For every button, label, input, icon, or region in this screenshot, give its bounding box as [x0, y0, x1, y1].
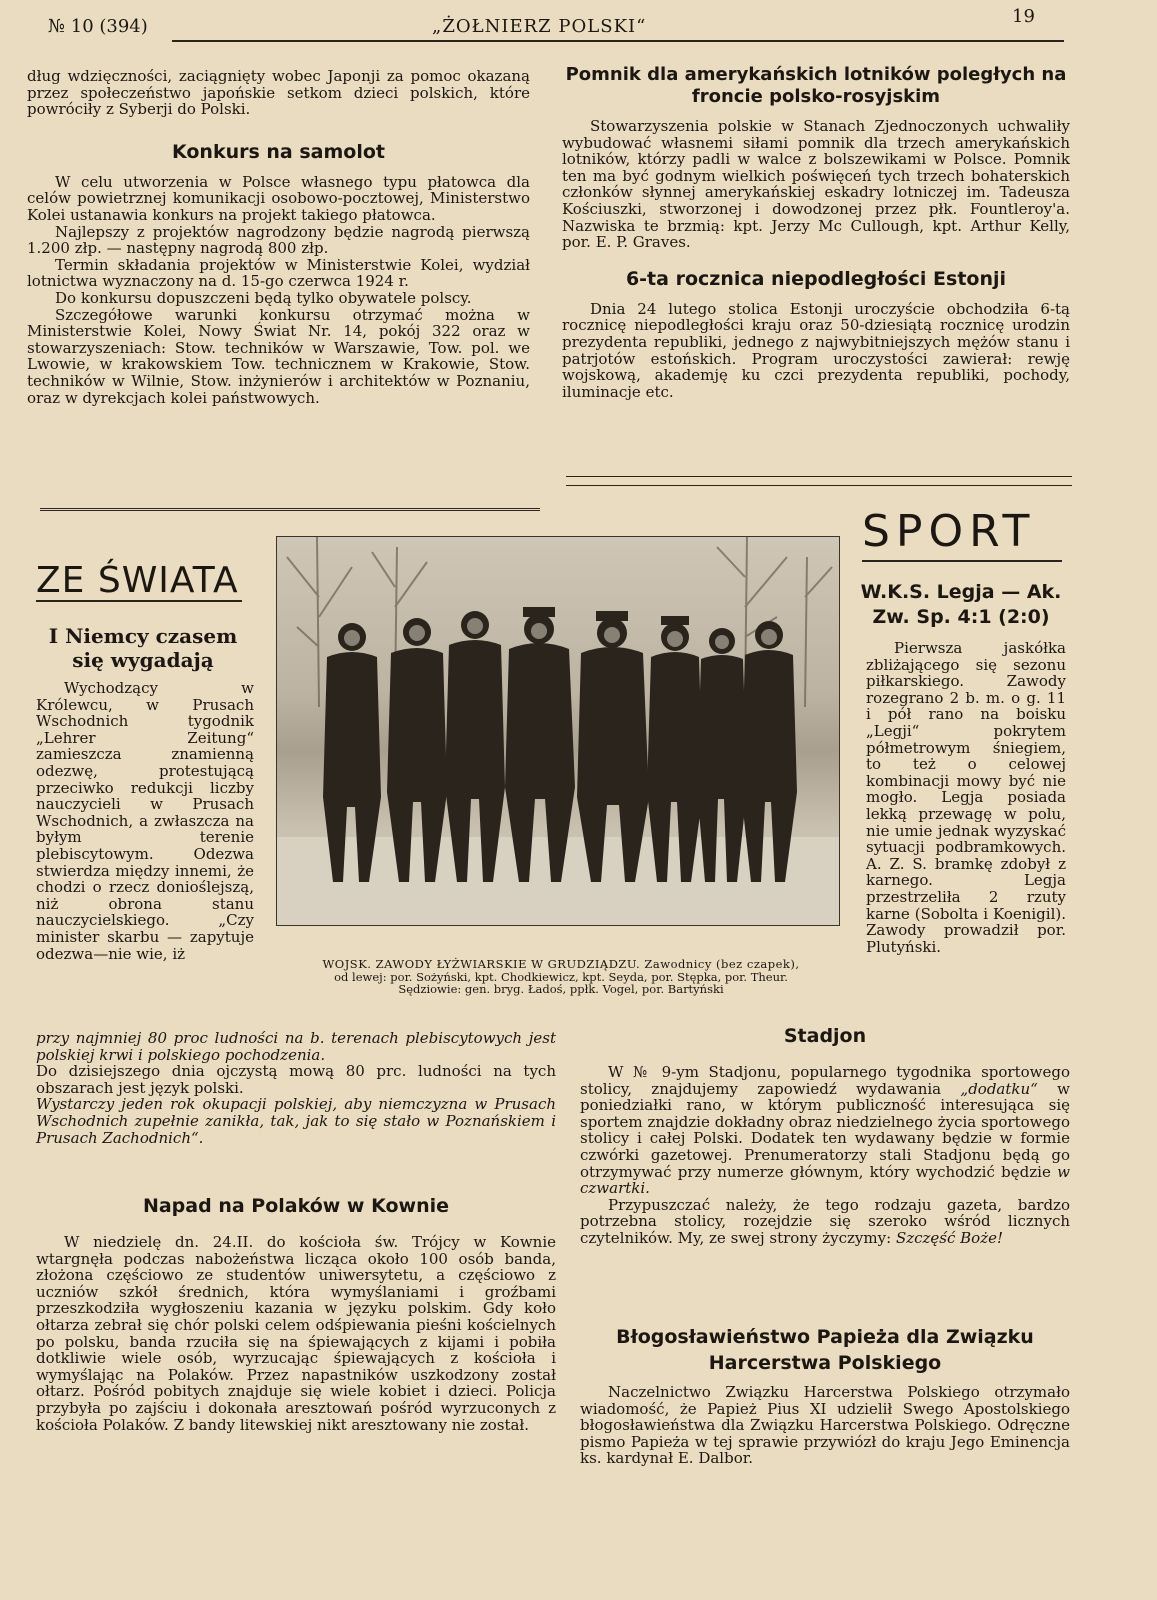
legja-p1: Pierwsza jaskółka zbliżającego się sezonu piłkarskiego. Zawody rozegrano 2 b. m. o g. 11 i pół rano na boisku „Legji“ pokrytem półmetrowym śniegiem, to też o celowej kombinacji mowy być nie mogło. Legja posiada lekką przewagę w polu, nie umie jednak wyzyskać sytuacji podbramkowych. A. Z. S. bramkę zdobył z karnego. Legja przestrzeliła 2 rzuty karne (Sobolta i Koenigil). Zawody prowadził por. Plutyński. — [866, 639, 1066, 956]
estonia-heading: 6-ta rocznica niepodległości Estonji — [625, 267, 1007, 290]
niemcy-p1: Wychodzący w Królewcu, w Prusach Wschodnich tygodnik „Lehrer Zeitung“ zamieszcza znamienną odezwę, protestującą przeciwko redukcji liczby nauczycieli w Prusach Wschodnich, a zwłaszcza na byłym terenie plebiscytowym. Odezwa stwierdza między innemi, że chodzi o rzecz donioślejszą, niż obrona stanu nauczycielskiego. „Czy minister skarbu — zapytuje odezwa—nie wie, iż — [36, 679, 254, 963]
header-rule — [172, 40, 1064, 42]
stadjon-p2-text: Przypuszczać należy, że tego rodzaju gazeta, bardzo potrzebna stolicy, rozejdzie się szeroko wśród licznych czytelników. My, ze swej strony życzymy: — [580, 1195, 1070, 1247]
caption-line-1: WOJSK. ZAWODY ŁYŻWIARSKIE W GRUDZIĄDZU. Zawodnicy (bez czapek), — [322, 957, 800, 971]
stadjon-p1-italic2: w czwartki. — [580, 1162, 1070, 1198]
konkurs-p1: W celu utworzenia w Polsce własnego typu płatowca dla celów powietrznej komunikacji osobowo-pocztowej, Ministerstwo Kolei ustanawia konkurs na projekt takiego płatowca. — [27, 172, 530, 224]
niemcy-after: Do dzisiejszego dnia ojczystą mową 80 prc. ludności na tych obszarach jest język polski. — [36, 1062, 556, 1097]
group-of-men — [323, 607, 797, 882]
niemcy-italic-1: przy najmniej 80 proc ludności na b. terenach plebiscytowych jest polskiej krwi i polskiego pochodzenia. — [36, 1029, 556, 1064]
ze-swiata-underline — [36, 600, 242, 602]
legja-body — [866, 640, 1066, 955]
caption-line-3: Sędziowie: gen. bryg. Ładoś, ppłk. Vogel, por. Bartyński — [398, 982, 724, 996]
niemcy-italic-2: Wystarczy jeden rok okupacji polskiej, aby niemczyzna w Prusach Wschodnich zupełnie zanikła, tak, jak to się stało w Poznańskiem i Prusach Zachodnich“. — [36, 1095, 556, 1147]
niemcy-heading: I Niemcy czasem się wygadają — [48, 624, 238, 672]
col2-rule-1 — [566, 476, 1072, 477]
stadjon-p1-italic: „dodatku“ — [960, 1079, 1038, 1098]
ze-swiata-title: ZE ŚWIATA — [36, 560, 239, 601]
photo-caption — [276, 958, 846, 996]
estonia-p1: Dnia 24 lutego stolica Estonji uroczyście obchodziła 6-tą rocznicę niepodległości kraju oraz 50-dziesiątą rocznicę urodzin prezydenta republiki, jednego z najwybitniejszych mężów stanu i patrjotów estońskich. Program uroczystości zawierał: rewję wojskową, akademję ku czci prezydenta republiki, pochody, iluminacje etc. — [562, 299, 1070, 401]
col2-top — [562, 64, 1070, 400]
harcerstwo-heading: Błogosławieństwo Papieża dla Związku Harcerstwa Polskiego — [616, 1326, 1034, 1374]
napad-body — [36, 1234, 556, 1433]
niemcy-p1-narrow — [36, 680, 254, 962]
stadjon-p1-text: W № 9-ym Stadjonu, popularnego tygodnika sportowego stolicy, znajdujemy zapowiedź wydawania — [580, 1063, 1070, 1098]
konkurs-p5: Szczegółowe warunki konkursu otrzymać można w Ministerstwie Kolei, Nowy Świat Nr. 14, pokój 322 oraz w stowarzyszeniach: Stow. techników w Warszawie, Tow. pol. we Lwowie, w krakowskiem Tow. technicznem w Krakowie, Stow. techników w Wilnie, Stow. inżynierów i architektów w Poznaniu, oraz w dyrekcjach kolei państwowych. — [27, 305, 530, 407]
sport-title: SPORT — [862, 506, 1036, 557]
konkurs-heading: Konkurs na samolot — [171, 140, 386, 163]
legja-heading: W.K.S. Legja — Ak. Zw. Sp. 4:1 (2:0) — [860, 581, 1062, 628]
skaters-photo — [276, 536, 840, 926]
photo-illustration — [277, 537, 839, 925]
pomnik-heading: Pomnik dla amerykańskich lotników poległych na froncie polsko-rosyjskim — [565, 64, 1067, 107]
col1-top — [27, 68, 530, 406]
harcerstwo-body — [580, 1384, 1070, 1467]
niemcy-wide — [36, 1030, 556, 1146]
stadjon-p2 — [580, 1197, 1070, 1247]
stadjon-p1 — [580, 1064, 1070, 1197]
stadjon-p2-italic: Szczęść Boże! — [895, 1228, 1004, 1247]
konkurs-p4: Do konkursu dopuszczeni będą tylko obywatele polscy. — [55, 288, 472, 307]
konkurs-p3: Termin składania projektów w Ministerstwie Kolei, wydział lotnictwa wyznaczony na d. 15-go czerwca 1924 r. — [27, 255, 530, 291]
lead-paragraph: dług wdzięczności, zaciągnięty wobec Japonji za pomoc okazaną przez społeczeństwo japońskie setkom dzieci polskich, które powróciły z Syberji do Polski. — [27, 67, 530, 119]
stadjon-p1-rest: w poniedziałki rano, w którym publiczność interesująca się sportem znajdzie dokładny obraz niedzielnego życia sportowego stolicy i całej Polski. Dodatek ten wydawany będzie w formie czwórki gazetowej. Prenumeratorzy stali Stadjonu będą go otrzymywać przy numerze głównym, który wychodzić będzie — [580, 1079, 1070, 1181]
stadjon-heading: Stadjon — [783, 1025, 867, 1047]
pomnik-p1: Stowarzyszenia polskie w Stanach Zjednoczonych uchwaliły wybudować własnemi siłami pomnik dla trzech amerykańskich lotników, którzy padli w walce z bolszewikami w Polsce. Pomnik ten ma być godnym wielkich poświęceń tych trzech bohaterskich członków słynnej amerykańskiej eskadry lotniczej im. Tadeusza Kościuszki, stworzonej i dowodzonej przez płk. Fountleroy'a. Nazwiska te brzmią: kpt. Jerzy Mc Cullough, kpt. Arthur Kelly, por. E. P. Graves. — [562, 117, 1070, 252]
napad-heading: Napad na Polaków w Kownie — [142, 1195, 450, 1217]
col1-rule — [40, 508, 540, 511]
col2-rule-2 — [566, 485, 1072, 486]
harcerstwo-p1: Naczelnictwo Związku Harcerstwa Polskiego otrzymało wiadomość, że Papież Pius XI udzielił Swego Apostolskiego błogosławieństwa dla Związku Harcerstwa Polskiego. Odręczne pismo Papieża w tej sprawie przywiózł do kraju Jego Eminencja ks. kardynał E. Dalbor. — [580, 1383, 1070, 1468]
issue-number: № 10 (394) — [48, 16, 148, 37]
newspaper-title: „ŻOŁNIERZ POLSKI“ — [432, 16, 647, 37]
stadjon-body — [580, 1064, 1070, 1247]
caption-line-2: od lewej: por. Sożyński, kpt. Chodkiewicz, kpt. Seyda, por. Stępka, por. Theur. — [334, 969, 788, 984]
konkurs-p2: Najlepszy z projektów nagrodzony będzie nagrodą pierwszą 1.200 złp. — następny nagrodą 800 złp. — [27, 222, 530, 258]
napad-p1: W niedzielę dn. 24.II. do kościoła św. Trójcy w Kownie wtargnęła podczas nabożeństwa licząca około 100 osób banda, złożona częściowo ze studentów uniwersytetu, a częściowo z uczniów szkół średnich, która wymyślaniami i groźbami przeszkodziła wygłoszeniu kazania w języku polskim. Gdy koło ołtarza zebrał się chór polski celem odśpiewania pieśni kościelnych po polsku, banda rzuciła się na śpiewających z kijami i pobiła dotkliwie wiele osób, wyrzucając śpiewających z kościoła i wymyślając na Polaków. Przez napastników uszkodzony został ołtarz. Pośród pobitych znajduje się wiele kobiet i dzieci. Policja przybyła po zajściu i dokonała aresztowań pośród wyrzuconych z kościoła Polaków. Z bandy litewskiej nikt aresztowany nie został. — [36, 1233, 556, 1434]
page-number: 19 — [1012, 6, 1035, 27]
sport-underline — [862, 560, 1062, 562]
